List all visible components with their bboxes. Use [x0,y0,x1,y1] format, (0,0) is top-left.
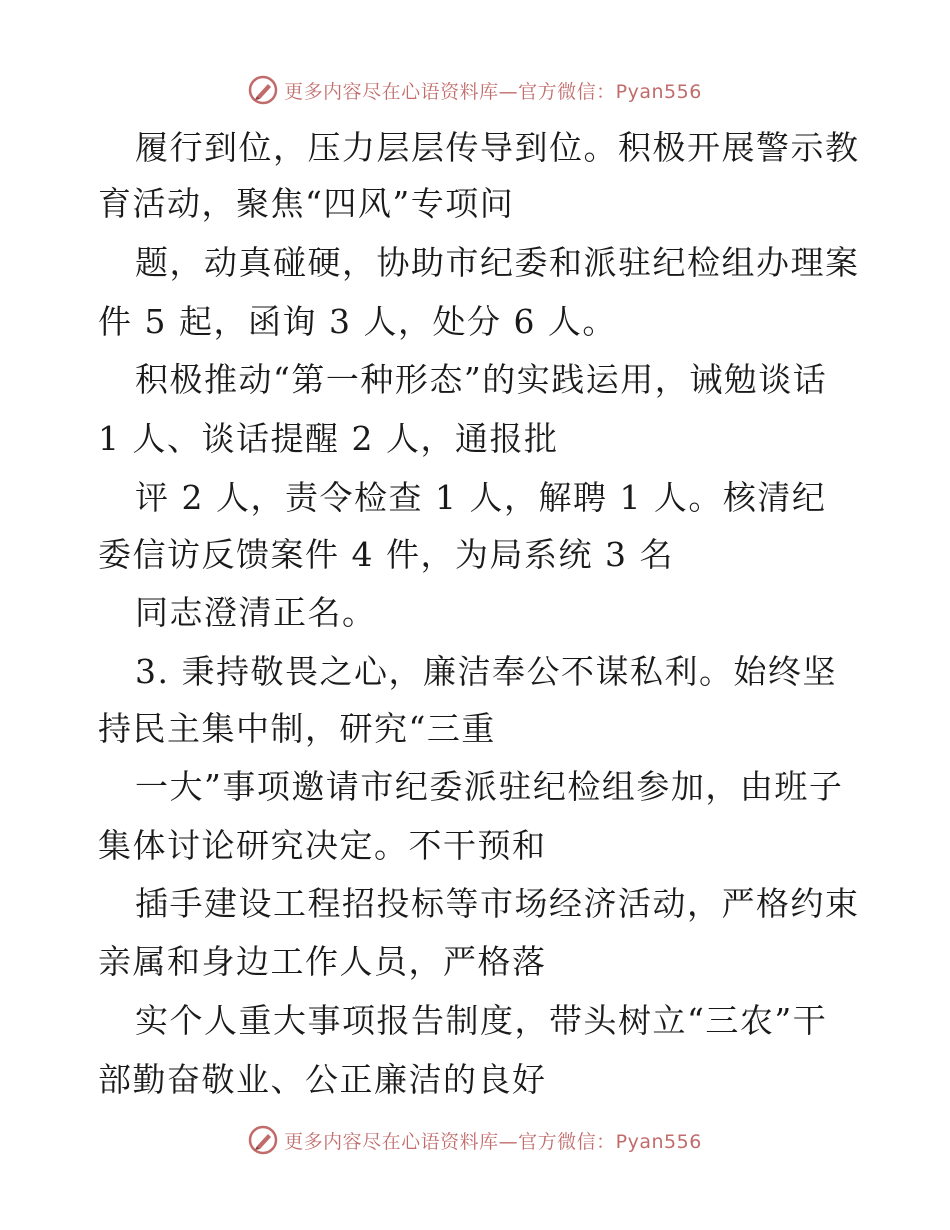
text-line: 插手建设工程招投标等市场经济活动，严格约束 [135,884,860,923]
text-line: 履行到位，压力层层传导到位。积极开展警示教 [135,128,860,167]
text-line: 同志澄清正名。 [135,593,377,632]
footer-watermark [0,1120,950,1160]
text-line: 件 5 起，函询 3 人，处分 6 人。 [98,302,617,341]
text-line: 一大”事项邀请市纪委派驻纪检组参加，由班子 [135,767,844,806]
text-line: 1 人、谈话提醒 2 人，通报批 [98,419,559,458]
text-line: 集体讨论研究决定。不干预和 [98,826,547,865]
text-line: 积极推动“第一种形态”的实践运用，诫勉谈话 [135,360,828,399]
text-line: 3. 秉持敬畏之心，廉洁奉公不谋私利。始终坚 [135,652,837,691]
text-line: 育活动，聚焦“四风”专项问 [98,184,515,223]
text-line: 委信访反馈案件 4 件，为局系统 3 名 [98,535,674,574]
text-line: 亲属和身边工作人员，严格落 [98,942,547,981]
watermark-text: 更多内容尽在心语资料库—官方微信：Pyan556 [284,1130,702,1153]
watermark-text: 更多内容尽在心语资料库—官方微信：Pyan556 [284,80,702,103]
text-line: 持民主集中制，研究“三重 [98,709,496,748]
text-line: 部勤奋敬业、公正廉洁的良好 [98,1060,547,1099]
text-line: 评 2 人，责令检查 1 人，解聘 1 人。核清纪 [135,478,827,517]
text-line: 题，动真碰硬，协助市纪委和派驻纪检组办理案 [135,243,860,282]
text-line: 实个人重大事项报告制度，带头树立“三农”干 [135,1001,828,1040]
pen-seal-icon [248,1125,278,1155]
